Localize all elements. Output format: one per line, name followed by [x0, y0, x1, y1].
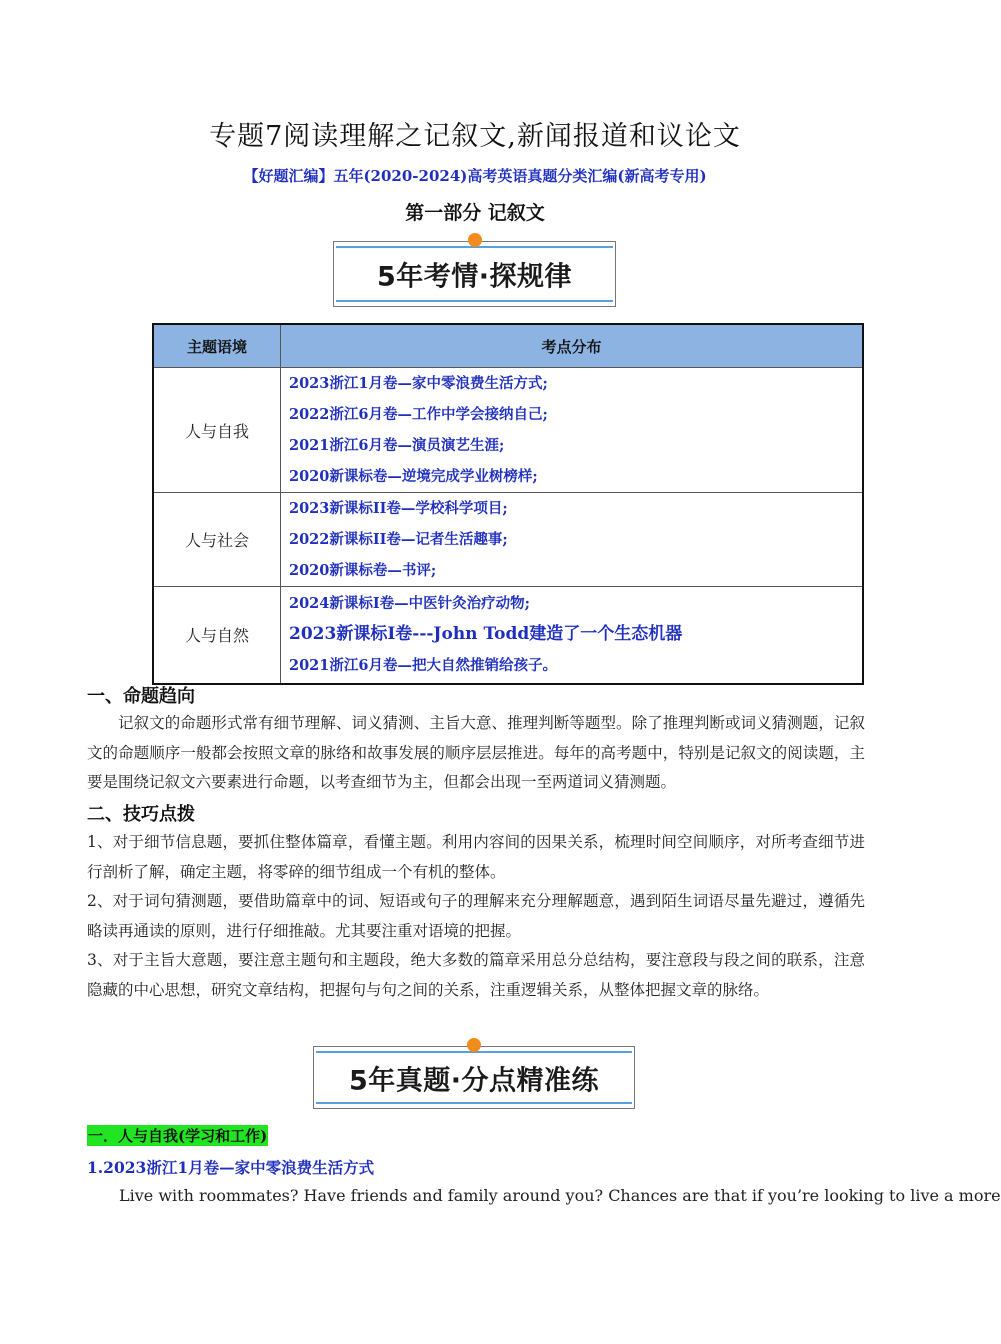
points-cell — [281, 587, 864, 684]
banner-text: 5年考情·探规律 — [376, 261, 573, 293]
passage-text: Live with roommates? Have friends and family around you? Chances are that if you’re looking to live a more — [119, 1186, 1001, 1205]
points-cell — [281, 368, 864, 493]
subtitle: 【好题汇编】五年(2020-2024)高考英语真题分类汇编(新高考专用) — [243, 167, 707, 185]
list-item: 2022新课标II卷—记者生活趣事; — [289, 531, 508, 548]
list-item: 2024新课标I卷—中医针灸治疗动物; — [289, 595, 530, 613]
list-item: 2020新课标卷—逆境完成学业树榜样; — [289, 468, 538, 485]
highlighted-section-heading: 一．人与自我(学习和工作) — [88, 1127, 268, 1145]
header-theme: 主题语境 — [153, 324, 281, 368]
tip-main-idea: 3、对于主旨大意题，要注意主题句和主题段，绝大多数的篇章采用总分总结构，要注意段与段之间的联系，注意隐藏的中心思想，研究文章结构，把握句与句之间的关系，注重逻辑关系，从整体把握文章的脉络。 — [87, 951, 865, 999]
list-item: 2023新课标I卷---John Todd建造了一个生态机器 — [289, 624, 683, 645]
banner-exam-trends — [333, 241, 616, 307]
header-points: 考点分布 — [281, 324, 864, 368]
list-item: 2021浙江6月卷—把大自然推销给孩子。 — [289, 657, 557, 675]
banner-line-bottom — [336, 300, 613, 302]
theme-cell: 人与自然 — [153, 587, 281, 684]
table-row — [153, 368, 863, 493]
table-row — [153, 493, 863, 587]
orange-dot-icon — [467, 1038, 481, 1052]
banner-text: 5年真题·分点精准练 — [348, 1065, 600, 1096]
exam-distribution-table — [152, 323, 864, 685]
list-item: 2021浙江6月卷—演员演艺生涯; — [289, 437, 505, 454]
page-title: 专题7阅读理解之记叙文,新闻报道和议论文 — [209, 121, 741, 152]
list-item: 2023新课标II卷—学校科学项目; — [289, 500, 508, 517]
theme-cell: 人与自我 — [153, 368, 281, 493]
table-row — [153, 587, 863, 684]
section-heading-tips: 二、技巧点拨 — [87, 804, 195, 825]
tip-word-guess: 2、对于词句猜测题，要借助篇章中的词、短语或句子的理解来充分理解题意，遇到陌生词语尽量先避过，遵循先略读再通读的原则，进行仔细推敲。尤其要注重对语境的把握。 — [87, 892, 865, 940]
theme-cell: 人与社会 — [153, 493, 281, 587]
table-header-row — [153, 324, 863, 368]
list-item: 2022浙江6月卷—工作中学会接纳自己; — [289, 406, 548, 423]
section-trends-text: 记叙文的命题形式常有细节理解、词义猜测、主旨大意、推理判断等题型。除了推理判断或词义猜测题，记叙文的命题顺序一般都会按照文章的脉络和故事发展的顺序层层推进。每年的高考题中，特别是记叙文的阅读题，主要是围绕记叙文六要素进行命题，以考查细节为主，但都会出现一至两道词义猜测题。 — [87, 714, 865, 791]
banner-line-bottom — [316, 1102, 632, 1104]
orange-dot-icon — [468, 233, 482, 247]
part-title: 第一部分 记叙文 — [405, 202, 545, 224]
question-title: 1.2023浙江1月卷—家中零浪费生活方式 — [87, 1158, 375, 1177]
banner-practice — [313, 1046, 635, 1109]
tip-detail: 1、对于细节信息题，要抓住整体篇章，看懂主题。利用内容间的因果关系，梳理时间空间顺序，对所考查细节进行剖析了解，确定主题，将零碎的细节组成一个有机的整体。 — [87, 833, 865, 881]
list-item: 2020新课标卷—书评; — [289, 562, 437, 579]
list-item: 2023浙江1月卷—家中零浪费生活方式; — [289, 375, 548, 392]
points-cell — [281, 493, 864, 587]
section-heading-trends: 一、命题趋向 — [87, 686, 195, 707]
